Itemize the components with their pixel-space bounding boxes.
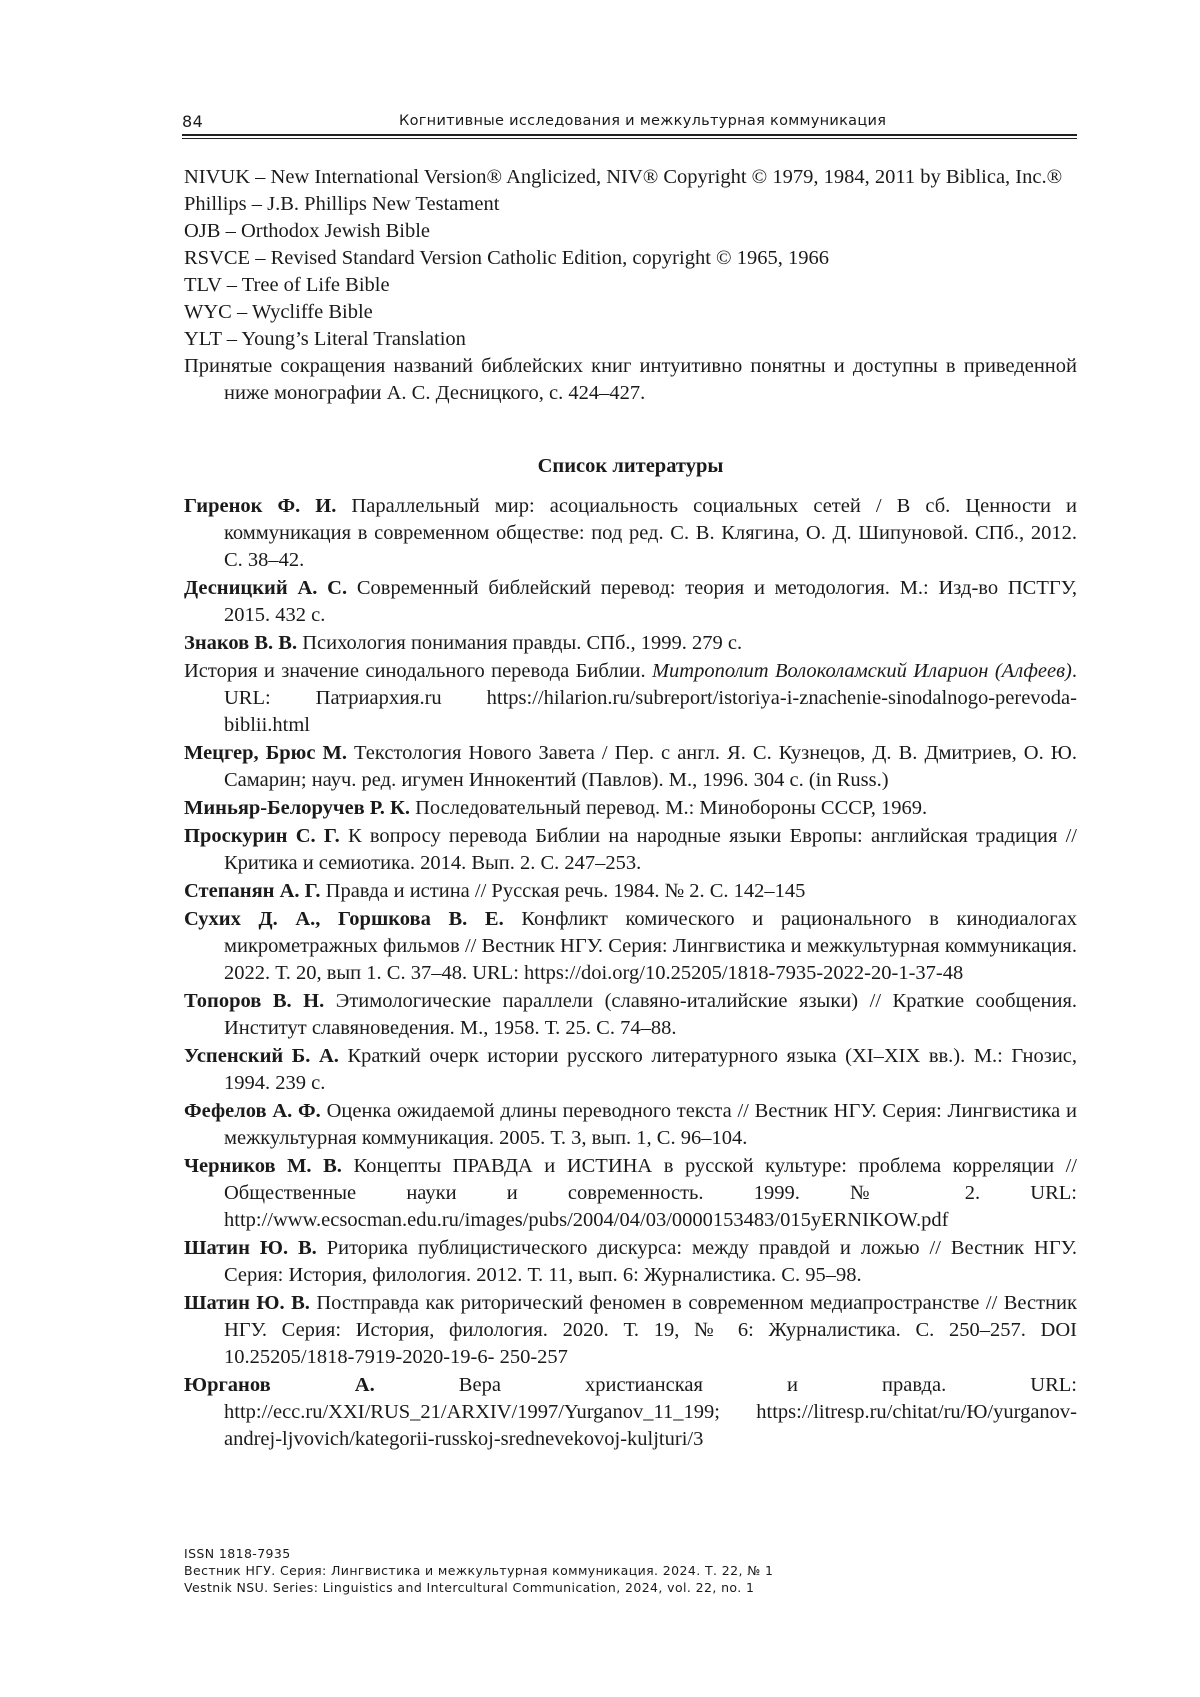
reference-italic: Митрополит Волоколамский Иларион (Алфеев)	[651, 660, 1072, 682]
header-rule-thick	[182, 134, 1077, 136]
abbreviation-item: RSVCE – Revised Standard Version Catholic Edition, copyright © 1965, 1966	[184, 247, 829, 269]
reference-item	[184, 658, 1077, 739]
reference-item	[184, 630, 1077, 657]
abbreviation-item: TLV – Tree of Life Bible	[184, 274, 390, 296]
reference-text: Этимологические параллели (славяно-италийские языки) // Краткие сообщения. Институт славяноведения. М., 1958. Т. 25. С. 74–88.	[224, 990, 1077, 1039]
reference-author: Гиренок Ф. И.	[184, 495, 337, 517]
page-number: 84	[182, 112, 204, 131]
reference-text: К вопросу перевода Библии на народные языки Европы: английская традиция // Критика и семиотика. 2014. Вып. 2. С. 247–253.	[224, 825, 1077, 874]
references-heading: Список литературы	[537, 455, 724, 477]
header-rule-thin	[182, 138, 1077, 139]
abbreviations-note: Принятые сокращения названий библейских книг интуитивно понятны и доступны в приведенной ниже монографии А. С. Десницкого, с. 424–427.	[184, 355, 1077, 404]
reference-item	[184, 575, 1077, 629]
reference-author: Успенский Б. А.	[184, 1045, 339, 1067]
footer-issn: ISSN 1818-7935	[184, 1546, 291, 1561]
reference-item	[184, 1098, 1077, 1152]
reference-text-lead: История и значение синодального перевода Библии.	[184, 660, 652, 682]
reference-text: Параллельный мир: асоциальность социальных сетей / В сб. Ценности и коммуникация в современном обществе: под ред. С. В. Клягина, О. Д. Шипуновой. СПб., 2012. С. 38–42.	[224, 495, 1078, 571]
reference-author: Топоров В. Н.	[184, 990, 325, 1012]
reference-text: Постправда как риторический феномен в современном медиапространстве // Вестник НГУ. Серия: История, филология. 2020. Т. 19, № 6: Журналистика. С. 250–257. DOI 10.25205/1818-7919-2020-19-6- 250-257	[224, 1292, 1077, 1368]
reference-text: . URL: Патриархия.ru https://hilarion.ru/subreport/istoriya-i-znachenie-sinodalnogo-perevoda-biblii.html	[224, 660, 1077, 736]
reference-author: Знаков В. В.	[184, 632, 298, 654]
reference-text: Конфликт комического и рационального в кинодиалогах микрометражных фильмов // Вестник НГУ. Серия: Лингвистика и межкультурная коммуникация. 2022. Т. 20, вып 1. С. 37–48. URL: https://doi.org/10.25205/1818-7935-2022-20-1-37-48	[224, 908, 1077, 984]
reference-item	[184, 823, 1077, 877]
reference-text: Оценка ожидаемой длины переводного текста // Вестник НГУ. Серия: Лингвистика и межкультурная коммуникация. 2005. Т. 3, вып. 1, С. 96–104.	[224, 1100, 1077, 1149]
running-title: Когнитивные исследования и межкультурная коммуникация	[399, 113, 887, 129]
abbreviation-item: Phillips – J.B. Phillips New Testament	[184, 193, 500, 215]
reference-item	[184, 906, 1077, 987]
reference-text: Психология понимания правды. СПб., 1999. 279 с.	[297, 632, 743, 654]
reference-text: Современный библейский перевод: теория и методология. М.: Изд-во ПСТГУ, 2015. 432 с.	[224, 577, 1077, 626]
reference-author: Мецгер, Брюс М.	[184, 742, 347, 764]
reference-text: Вера христианская и правда. URL: http://ecc.ru/XXI/RUS_21/ARXIV/1997/Yurganov_11_199; https://litresp.ru/chitat/ru/Ю/yurganov-andrej-ljvovich/kategorii-russkoj-srednevekovoj-kuljturi/3	[224, 1374, 1077, 1450]
main-content	[184, 164, 1077, 1454]
reference-author: Фефелов А. Ф.	[184, 1100, 321, 1122]
reference-item	[184, 493, 1077, 574]
reference-item	[184, 1043, 1077, 1097]
abbreviation-item: NIVUK – New International Version® Anglicized, NIV® Copyright © 1979, 1984, 2011 by Biblica, Inc.®	[184, 166, 1063, 188]
abbreviation-item: YLT – Young’s Literal Translation	[184, 328, 466, 350]
reference-author: Шатин Ю. В.	[184, 1237, 317, 1259]
reference-text: Риторика публицистического дискурса: между правдой и ложью // Вестник НГУ. Серия: История, филология. 2012. Т. 11, вып. 6: Журналистика. С. 95–98.	[224, 1237, 1077, 1286]
footer-journal-en: Vestnik NSU. Series: Linguistics and Intercultural Communication, 2024, vol. 22, no. 1	[184, 1580, 755, 1595]
reference-author: Десницкий А. С.	[184, 577, 348, 599]
abbreviations-list	[184, 164, 1077, 407]
reference-item	[184, 795, 1077, 822]
reference-author: Степанян А. Г.	[184, 880, 321, 902]
reference-item	[184, 988, 1077, 1042]
reference-text: Текстология Нового Завета / Пер. с англ. Я. С. Кузнецов, Д. В. Дмитриев, О. Ю. Самарин; науч. ред. игумен Иннокентий (Павлов). М., 1996. 304 с. (in Russ.)	[224, 742, 1077, 791]
reference-author: Проскурин С. Г.	[184, 825, 340, 847]
references-list	[184, 493, 1077, 1453]
page-footer	[184, 1545, 1084, 1596]
reference-item	[184, 1235, 1077, 1289]
reference-text: Правда и истина // Русская речь. 1984. № 2. С. 142–145	[320, 880, 806, 902]
abbreviation-item: OJB – Orthodox Jewish Bible	[184, 220, 430, 242]
reference-item	[184, 1153, 1077, 1234]
reference-author: Миньяр-Белоручев Р. К.	[184, 797, 410, 819]
footer-journal-ru: Вестник НГУ. Серия: Лингвистика и межкультурная коммуникация. 2024. Т. 22, № 1	[184, 1563, 774, 1578]
reference-text: Концепты ПРАВДА и ИСТИНА в русской культуре: проблема корреляции // Общественные науки и современность. 1999. № 2. URL: http://www.ecsocman.edu.ru/images/pubs/2004/04/03/0000153483/015yERNIKOW.pdf	[224, 1155, 1077, 1231]
reference-author: Черников М. В.	[184, 1155, 342, 1177]
reference-author: Шатин Ю. В.	[184, 1292, 310, 1314]
reference-author: Сухих Д. А., Горшкова В. Е.	[184, 908, 504, 930]
reference-item	[184, 1290, 1077, 1371]
reference-author: Юрганов А.	[184, 1374, 375, 1396]
reference-text: Краткий очерк истории русского литературного языка (XI–XIX вв.). М.: Гнозис, 1994. 239 с.	[224, 1045, 1078, 1094]
reference-item	[184, 1372, 1077, 1453]
reference-text: Последовательный перевод. М.: Минобороны СССР, 1969.	[409, 797, 928, 819]
abbreviation-item: WYC – Wycliffe Bible	[184, 301, 373, 323]
reference-item	[184, 740, 1077, 794]
reference-item	[184, 878, 1077, 905]
